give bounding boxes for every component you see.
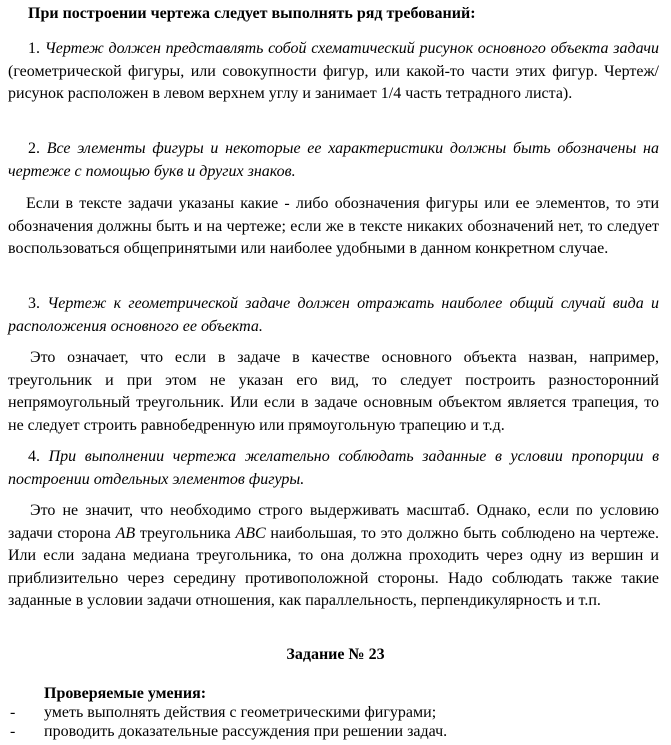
requirement-3-number: 3. bbox=[28, 295, 40, 312]
requirement-2-number: 2. bbox=[28, 140, 40, 157]
requirement-1-number: 1. bbox=[28, 40, 40, 57]
requirement-2 bbox=[8, 138, 659, 183]
skill-item-2-dash: - bbox=[10, 723, 16, 740]
paragraph-general-case: Это означает, что если в задаче в качестве основного объекта назван, например, треугольник и при этом не указан его вид, то следует построить разносторонний непрямоугольный треугольник. Или если в задаче основным объектом является трапеция, то не следует строить равнобедренную или прямоугольную трапецию и т.д. bbox=[8, 349, 659, 434]
requirement-2-statement: Все элементы фигуры и некоторые ее характеристики должны быть обозначены на чертеже с помощью букв и других знаков. bbox=[8, 140, 659, 180]
task-title: Задание № 23 bbox=[286, 646, 385, 663]
requirement-4-number: 4. bbox=[28, 448, 40, 465]
requirement-1-statement: Чертеж должен представлять собой схематический рисунок основного объекта задачи bbox=[44, 40, 660, 57]
skill-item-2-text: проводить доказательные рассуждения при решении задач. bbox=[44, 723, 448, 740]
triangle-abc: ABC bbox=[235, 524, 266, 542]
section-heading: При построении чертежа следует выполнять ряд требований: bbox=[28, 5, 476, 22]
skills-title: Проверяемые умения: bbox=[44, 685, 207, 702]
requirement-1 bbox=[8, 38, 659, 106]
skill-item-1-dash: - bbox=[10, 704, 16, 721]
proportions-text-2: треугольника bbox=[139, 524, 231, 542]
proportions-text-3: наибольшая, то это должно быть соблюдено на чертеже. Или если задана медиана треугольника, то она должна проходить через одну из вершин и приблизительно через середину противоположной стороны. Надо соблюдать также такие заданные в условии задачи отношения, как параллельность, перпендикулярность и т.п. bbox=[8, 524, 660, 609]
requirement-3-statement: Чертеж к геометрической задаче должен отражать наиболее общий случай вида и расположения основного ее объекта. bbox=[8, 295, 660, 335]
requirement-4-statement: При выполнении чертежа желательно соблюдать заданные в условии пропорции в построении отдельных элементов фигуры. bbox=[8, 448, 660, 488]
requirement-3 bbox=[8, 293, 659, 338]
requirement-4 bbox=[8, 446, 659, 491]
skill-item-1-text: уметь выполнять действия с геометрическими фигурами; bbox=[44, 704, 437, 721]
proportions-text-1: Это не значит, что необходимо строго выдерживать масштаб. Однако, если по условию задачи сторона bbox=[8, 502, 659, 542]
paragraph-proportions bbox=[8, 500, 659, 613]
side-ab: AB bbox=[115, 524, 136, 542]
paragraph-designations: Если в тексте задачи указаны какие - либо обозначения фигуры или ее элементов, то эти обозначения должны быть и на чертеже; если же в тексте никаких обозначений нет, то следует воспользоваться общепринятыми или наиболее удобными в данном конкретном случае. bbox=[8, 195, 659, 257]
requirement-1-detail: (геометрической фигуры, или совокупности фигур, или какой-то части этих фигур. Чертеж/рисунок расположен в левом верхнем углу и занимает 1/4 часть тетрадного листа). bbox=[8, 62, 659, 102]
skill-item-2 bbox=[10, 721, 650, 744]
